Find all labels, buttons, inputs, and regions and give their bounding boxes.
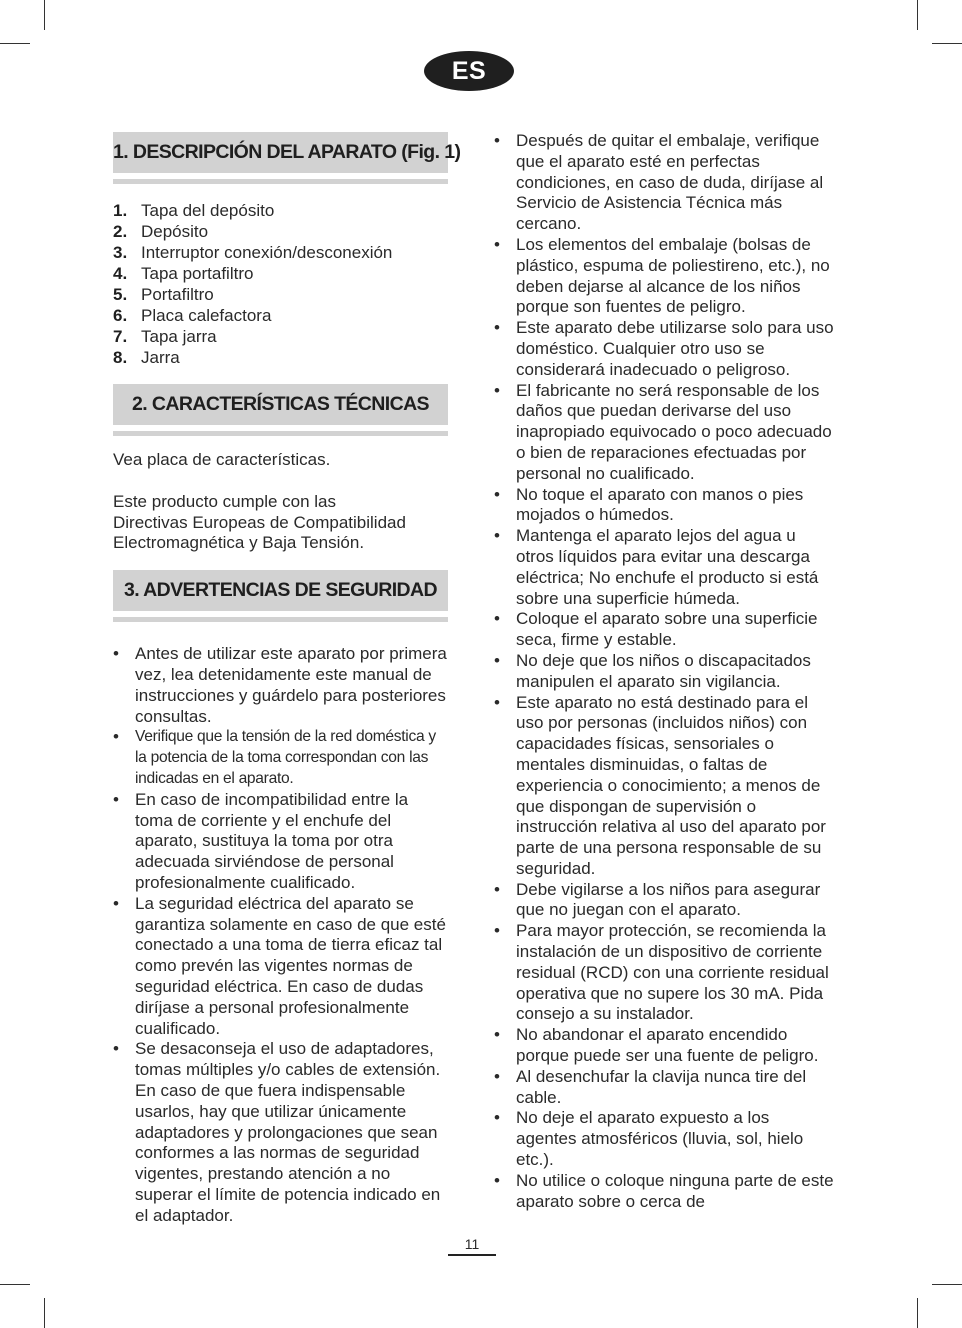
list-item: • Este aparato no está destinado para el uso por personas (incluidos niños) con capacidades físicas, sensoriales o mentales disminuidas, o faltas de experiencia o conocimiento; a menos de que dispongan de supervisión o instrucción relativa al uso del aparato por parte de una persona responsable de su seguridad.: [494, 693, 834, 880]
item-text: Tapa portafiltro: [141, 264, 254, 283]
parts-list: [113, 200, 448, 368]
item-text: Jarra: [141, 348, 180, 367]
crop-mark: [0, 43, 30, 44]
crop-mark: [44, 1298, 45, 1328]
list-item: • En caso de incompatibilidad entre la toma de corriente y el enchufe del aparato, sustituya la toma por otra adecuada sirviéndose de personal profesionalmente cualificado.: [113, 790, 448, 894]
item-text: Tapa jarra: [141, 327, 217, 346]
item-number: 5.: [113, 285, 128, 304]
list-item: [113, 305, 448, 326]
item-number: 3.: [113, 243, 128, 262]
list-item: • Para mayor protección, se recomienda la instalación de un dispositivo de corriente residual (RCD) con una corriente residual operativa que no supere los 30 mA. Pida consejo a su instalador.: [494, 921, 834, 1025]
list-item: • El fabricante no será responsable de los daños que puedan derivarse del uso inapropiado equivocado o poco adecuado o bien de reparaciones efectuadas por personal no cualificado.: [494, 381, 834, 485]
list-item: [113, 284, 448, 305]
crop-mark: [917, 1298, 918, 1328]
item-text: Placa calefactora: [141, 306, 272, 325]
list-item: • Debe vigilarse a los niños para asegurar que no juegan con el aparato.: [494, 880, 834, 922]
list-item: • No deje el aparato expuesto a los agentes atmosféricos (lluvia, sol, hielo etc.).: [494, 1108, 834, 1170]
list-item: • No deje que los niños o discapacitados manipulen el aparato sin vigilancia.: [494, 651, 834, 693]
list-item: • Se desaconseja el uso de adaptadores, tomas múltiples y/o cables de extensión. En caso de que fuera indispensable usarlos, hay que utilizar únicamente adaptadores y prolongaciones que sean conformes a las normas de seguridad vigentes, prestando atención a no superar el límite de potencia indicado en el adaptador.: [113, 1039, 448, 1226]
list-item: • Antes de utilizar este aparato por primera vez, lea detenidamente este manual de instrucciones y guárdelo para posteriores consultas.: [113, 644, 448, 727]
crop-mark: [44, 0, 45, 30]
item-text: Tapa del depósito: [141, 201, 275, 220]
section1-rule: [113, 179, 448, 184]
list-item: • Este aparato debe utilizarse solo para uso doméstico. Cualquier otro uso se considerará inadecuado o peligroso.: [494, 318, 834, 380]
section3-rule: [113, 617, 448, 622]
crop-mark: [0, 1284, 30, 1285]
list-item: [113, 326, 448, 347]
item-text: Interruptor conexión/desconexión: [141, 243, 393, 262]
compliance-text: Este producto cumple con las Directivas Europeas de Compatibilidad Electromagnética y Baja Tensión.: [113, 491, 406, 553]
list-item: • Verifique que la tensión de la red doméstica y la potencia de la toma correspondan con las indicadas en el aparato.: [113, 727, 448, 789]
item-number: 6.: [113, 306, 128, 325]
list-item: [113, 242, 448, 263]
list-item: [113, 221, 448, 242]
crop-mark: [917, 0, 918, 30]
section2-heading: 2. CARACTERÍSTICAS TÉCNICAS: [113, 384, 448, 425]
crop-mark: [932, 1284, 962, 1285]
language-badge: ES: [424, 51, 514, 91]
section1-heading: 1. DESCRIPCIÓN DEL APARATO (Fig. 1): [113, 132, 448, 173]
section2-rule: [113, 431, 448, 436]
item-number: 8.: [113, 348, 128, 367]
list-item: • No abandonar el aparato encendido porque puede ser una fuente de peligro.: [494, 1025, 834, 1067]
crop-mark: [932, 43, 962, 44]
item-text: Depósito: [141, 222, 209, 241]
left-column: [113, 132, 461, 1227]
safety-list-left: [113, 644, 448, 1226]
page-number: 11: [448, 1236, 496, 1256]
safety-list-right: [494, 131, 834, 1212]
specs-text: Vea placa de características.: [113, 450, 331, 469]
right-column: [494, 131, 834, 1212]
list-item: • No toque el aparato con manos o pies mojados o húmedos.: [494, 485, 834, 527]
item-number: 2.: [113, 222, 128, 241]
list-item: [113, 347, 448, 368]
section3-heading: 3. ADVERTENCIAS DE SEGURIDAD: [113, 570, 448, 611]
item-number: 1.: [113, 201, 128, 220]
list-item: [113, 263, 448, 284]
item-number: 4.: [113, 264, 128, 283]
list-item: • Después de quitar el embalaje, verifique que el aparato esté en perfectas condiciones, en caso de duda, diríjase al Servicio de Asistencia Técnica más cercano.: [494, 131, 834, 235]
list-item: • No utilice o coloque ninguna parte de este aparato sobre o cerca de: [494, 1171, 834, 1213]
list-item: • La seguridad eléctrica del aparato se garantiza solamente en caso de que esté conectado a una toma de tierra eficaz tal como prevén las vigentes normas de seguridad eléctrica. En caso de dudas diríjase a personal profesionalmente cualificado.: [113, 894, 448, 1040]
list-item: [113, 200, 448, 221]
item-text: Portafiltro: [141, 285, 214, 304]
list-item: • Al desenchufar la clavija nunca tire del cable.: [494, 1067, 834, 1109]
item-number: 7.: [113, 327, 128, 346]
list-item: • Coloque el aparato sobre una superficie seca, firme y estable.: [494, 609, 834, 651]
list-item: • Mantenga el aparato lejos del agua u otros líquidos para evitar una descarga eléctrica; No enchufe el producto si está sobre una superficie húmeda.: [494, 526, 834, 609]
list-item: • Los elementos del embalaje (bolsas de plástico, espuma de poliestireno, etc.), no deben dejarse al alcance de los niños porque son fuentes de peligro.: [494, 235, 834, 318]
